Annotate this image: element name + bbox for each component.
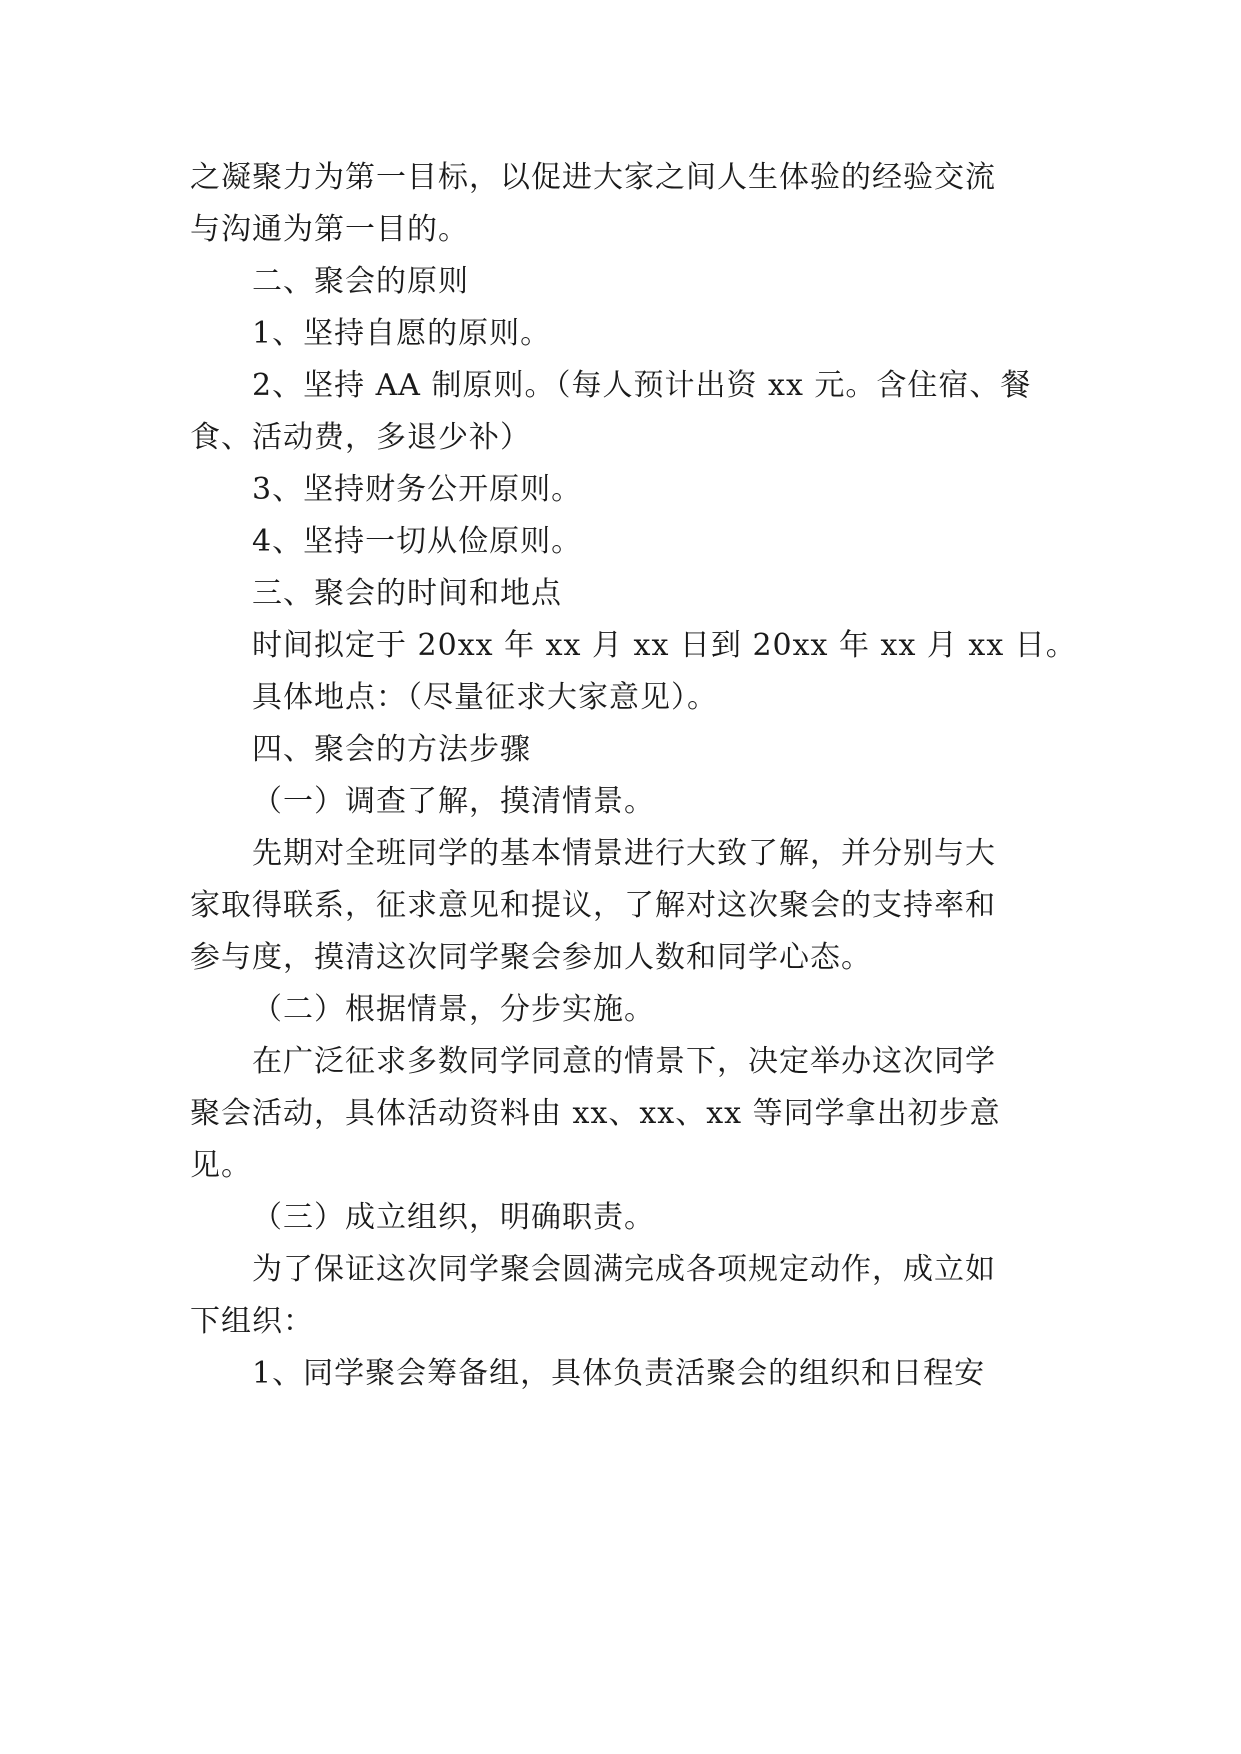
section-heading: 二、聚会的原则	[252, 264, 469, 299]
text-line: 先期对全班同学的基本情景进行大致了解，并分别与大	[252, 836, 996, 871]
section-heading: 四、聚会的方法步骤	[252, 732, 531, 767]
text-line: 在广泛征求多数同学同意的情景下，决定举办这次同学	[252, 1044, 996, 1079]
text-line: 见。	[190, 1148, 252, 1183]
text-line: 3、坚持财务公开原则。	[252, 472, 583, 507]
text-line: 具体地点：（尽量征求大家意见）。	[252, 680, 718, 715]
text-line: 聚会活动，具体活动资料由 xx、xx、xx 等同学拿出初步意	[190, 1096, 1001, 1131]
text-line: 2、坚持 AA 制原则。（每人预计出资 xx 元。含住宿、餐	[252, 368, 1032, 403]
section-heading: 三、聚会的时间和地点	[252, 576, 562, 611]
text-line: 为了保证这次同学聚会圆满完成各项规定动作，成立如	[252, 1252, 996, 1287]
subsection-heading: （二）根据情景，分步实施。	[252, 992, 655, 1027]
text-line: 1、坚持自愿的原则。	[252, 316, 552, 351]
text-line: 家取得联系，征求意见和提议，了解对这次聚会的支持率和	[190, 888, 996, 923]
text-line: 下组织：	[190, 1304, 314, 1339]
text-line: 1、同学聚会筹备组，具体负责活聚会的组织和日程安	[252, 1356, 986, 1391]
text-line: 参与度，摸清这次同学聚会参加人数和同学心态。	[190, 940, 872, 975]
text-line: 之凝聚力为第一目标，以促进大家之间人生体验的经验交流	[190, 160, 996, 195]
text-line: 时间拟定于 20xx 年 xx 月 xx 日到 20xx 年 xx 月 xx 日。	[252, 628, 1077, 663]
text-line: 食、活动费，多退少补）	[190, 420, 531, 455]
text-line: 4、坚持一切从俭原则。	[252, 524, 583, 559]
text-line: 与沟通为第一目的。	[190, 212, 469, 247]
subsection-heading: （一）调查了解，摸清情景。	[252, 784, 655, 819]
subsection-heading: （三）成立组织，明确职责。	[252, 1200, 655, 1235]
